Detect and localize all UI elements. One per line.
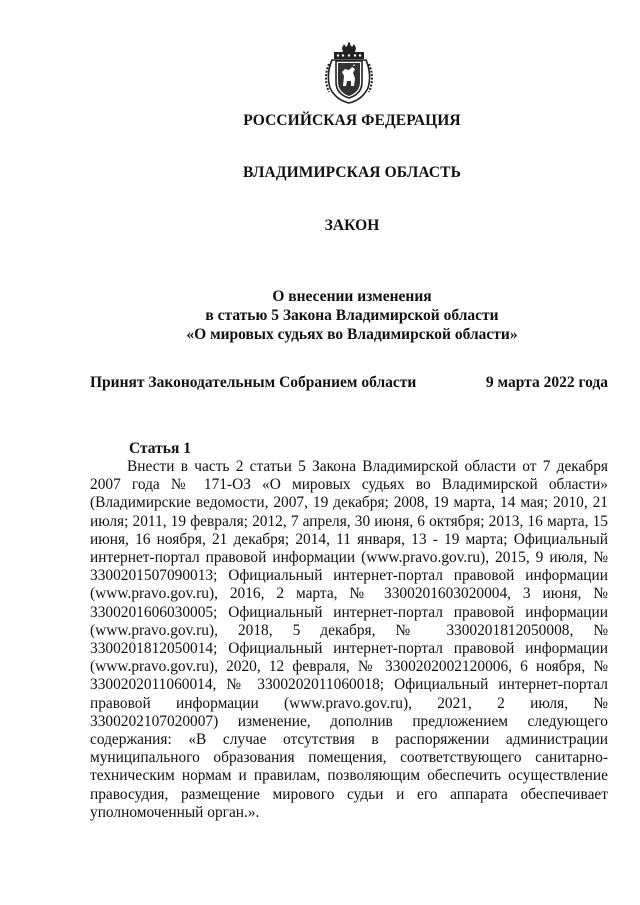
- law-title: [32, 287, 640, 344]
- article-title: Статья 1: [129, 440, 191, 457]
- article-body: Внести в часть 2 статьи 5 Закона Владимирской области от 7 декабря 2007 года № 171-ОЗ «О мировых судьях во Владимирской области» (Владимирские ведомости, 2007, 19 декабря; 2008, 19 марта, 14 мая; 2010, 21 июля; 2011, 19 февраля; 2012, 7 апреля, 30 июня, 6 октября; 2013, 16 марта, 15 июня, 16 ноября, 21 декабря; 2014, 11 января, 13 - 19 марта; Официальный интернет-портал правовой информации (www.pravo.gov.ru), 2015, 9 июля, № 3300201507090013; Официальный интернет-портал правовой информации (www.pravo.gov.ru), 2016, 2 марта, № 3300201603020004, 3 июня, № 3300201606030005; Официальный интернет-портал правовой информации (www.pravo.gov.ru), 2018, 5 декабря, № 3300201812050008, № 3300201812050014; Официальный интернет-портал правовой информации (www.pravo.gov.ru), 2020, 12 февраля, № 3300202002120006, 6 ноября, № 3300202011060014, № 3300202011060018; Официальный интернет-портал правовой информации (www.pravo.gov.ru), 2021, 2 июля, № 3300202107020007) изменение, дополнив предложением следующего содержания: «В случае отсутствия в распоряжении администрации муниципального образования помещения, соответствующего санитарно-техническим нормам и правилам, позволяющим обеспечить осуществление правосудия, размещение мирового судьи и его аппарата обеспечивает уполномоченный орган.».: [90, 458, 608, 821]
- adoption-line: [90, 374, 608, 392]
- document-type-heading: ЗАКОН: [324, 217, 380, 234]
- law-title-line: «О мировых судьях во Владимирской области»: [186, 326, 518, 343]
- law-title-line: О внесении изменения: [272, 288, 432, 305]
- adopted-by-text: Принят Законодательным Собранием области: [90, 374, 417, 391]
- country-heading: РОССИЙСКАЯ ФЕДЕРАЦИЯ: [243, 112, 461, 129]
- region-heading: ВЛАДИМИРСКАЯ ОБЛАСТЬ: [243, 164, 461, 181]
- adopted-date: 9 марта 2022 года: [485, 374, 608, 391]
- law-title-line: в статью 5 Закона Владимирской области: [205, 307, 499, 324]
- coat-of-arms-emblem: [320, 42, 378, 104]
